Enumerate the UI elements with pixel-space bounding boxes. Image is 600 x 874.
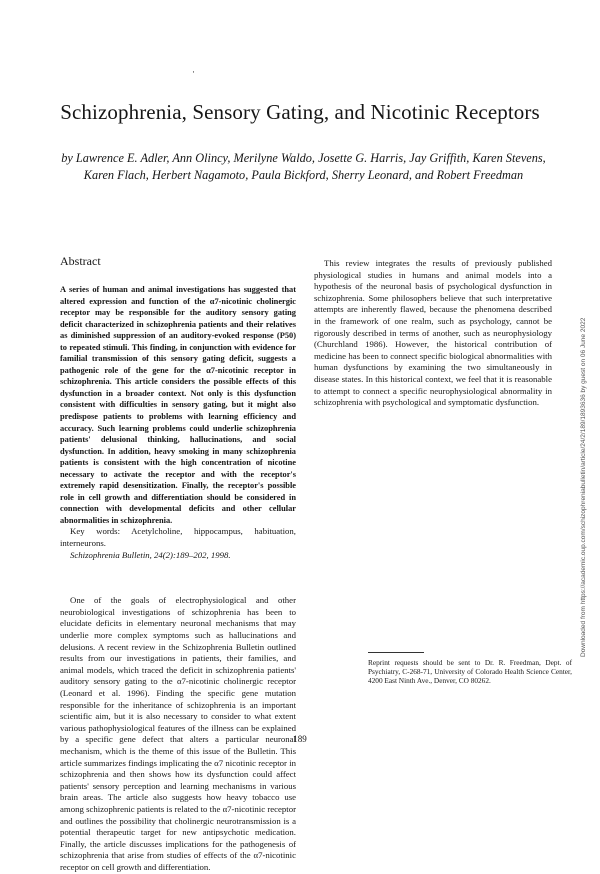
footnote-rule [368, 652, 424, 653]
citation: Schizophrenia Bulletin, 24(2):189–202, 1998. [70, 549, 231, 560]
author-list: by Lawrence E. Adler, Ann Olincy, Merilyne Waldo, Josette G. Harris, Jay Griffith, Karen Stevens, Karen Flach, Herbert Nagamoto, Paula Bickford, Sherry Leonard, and Robert Freedman [61, 151, 546, 183]
stray-mark: · [192, 67, 195, 77]
keywords: Key words: Acetylcholine, hippocampus, habituation, interneurons. [60, 526, 296, 549]
second-paragraph: This review integrates the results of previously published physiological studies in humans and animal models into a hypothesis of the neuronal basis of psychological dysfunction in schizophrenia. Some philosophers believe that such interpretative attempts are inherently flawed, because the phenomena described in the framework of one realm, such as psychology, cannot be rigorously described in terms of another, such as neurophysiology (Churchland 1986). However, the historical contribution of medicine has been to connect specific biological abnormalities with human dysfunctions by examining the two simultaneously in disease states. In this historical context, we feel that it is reasonable to attempt to connect a specific neurophysiological abnormality in schizophrenia with psychological and symptomatic dysfunction. [314, 258, 552, 408]
abstract-heading: Abstract [60, 254, 101, 268]
left-column [60, 246, 296, 874]
right-column [314, 258, 552, 409]
reprint-footnote: Reprint requests should be sent to Dr. R. Freedman, Dept. of Psychiatry, C-268-71, University of Colorado Health Science Center, 4200 East Ninth Ave., Denver, CO 80262. [368, 658, 572, 686]
download-watermark [580, 112, 592, 657]
article-title: Schizophrenia, Sensory Gating, and Nicotinic Receptors [60, 100, 540, 125]
intro-paragraph: One of the goals of electrophysiological and other neurobiological investigations of schizophrenia has been to elucidate deficits in elementary neuronal mechanisms that may underlie more complex symptoms such as hallucinations and delusions. A recent review in the Schizophrenia Bulletin outlined results from our investigations in patients, their families, and animal models, which traced the deficit in schizophrenia patients' auditory sensory gating to the α7-nicotinic cholinergic receptor (Leonard et al. 1996). Finding the specific gene mutation responsible for the inheritance of schizophrenia is an important scientific aim, but it is also necessary to consider to what extent various pathophysiological features of the illness can be explained by a specific gene defect that alters a particular neuronal mechanism, which is the theme of this issue of the Bulletin. This article summarizes findings implicating the α7 nicotinic receptor in schizophrenia and then shows how its dysfunction could affect patients' sensory perception and learning mechanisms in various brain areas. The article also suggests how heavy tobacco use among schizophrenic patients is related to the α7-nicotinic receptor and outlines the possibility that cholinergic neurotransmission is a potential therapeutic target for new antipsychotic medication. Finally, the article discusses implications for the pathogenesis of schizophrenia that arise from studies of effects of the α7-nicotinic receptor on cell growth and differentiation. [60, 595, 296, 872]
download-watermark-text: Downloaded from https://academic.oup.com/schizophreniabulletin/article/24/2/189/1893636 by guest on 06 June 2022 [580, 317, 587, 657]
abstract-text: A series of human and animal investigations has suggested that altered expression and function of the α7-nicotinic cholinergic receptor may be responsible for the auditory sensory gating deficit characterized in schizophrenia patients and their relatives as diminished suppression of an auditory-evoked response (P50) to repeated stimuli. This finding, in conjunction with evidence for familial transmission of this sensory gating deficit, suggests a pathogenic role of the gene for the α7-nicotinic receptor in schizophrenia. This article considers the possible effects of this dysfunction in a broader context. Not only is this dysfunction consistent with difficulties in sensory gating, but it might also predispose patients to problems with learning efficiency and accuracy. Such learning problems could underlie schizophrenia patients' delusional thinking, hallucinations, and social dysfunction. In addition, heavy smoking in many schizophrenia patients is consistent with the high concentration of nicotine necessary to activate the receptor and with the receptor's extremely rapid desensitization. Finally, the receptor's possible role in cell growth and differentiation should be considered in connection with developmental deficits and other cellular abnormalities in schizophrenia. [60, 285, 296, 525]
page-number: 189 [293, 734, 307, 744]
